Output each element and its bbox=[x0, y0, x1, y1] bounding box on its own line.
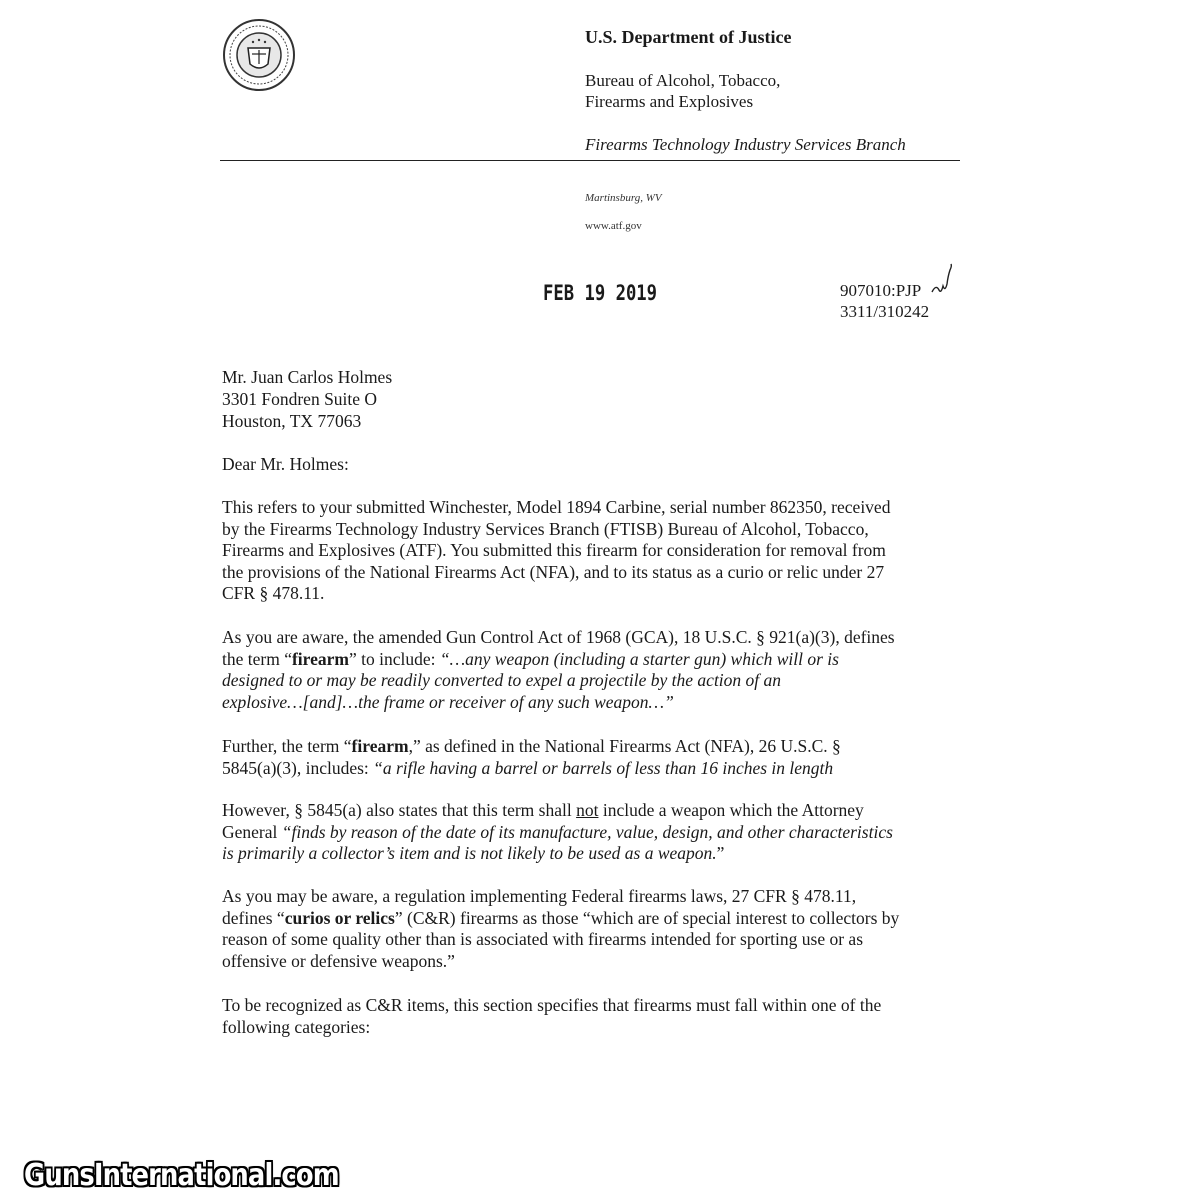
letterhead-divider bbox=[220, 160, 960, 161]
text-run: include a weapon which the Attorney bbox=[598, 800, 864, 820]
recipient-street: 3301 Fondren Suite O bbox=[222, 389, 378, 409]
text-run: 5845(a)(3), includes: bbox=[222, 757, 374, 778]
bureau-line-1: Bureau of Alcohol, Tobacco, bbox=[585, 71, 781, 90]
paragraph-1 bbox=[222, 497, 982, 605]
reference-line-1: 907010:PJP bbox=[840, 281, 922, 300]
text-run: ” (C&R) firearms as those “which are of special interest to collectors by bbox=[394, 907, 900, 928]
text-run: ” to include: bbox=[348, 648, 440, 669]
department-name: U.S. Department of Justice bbox=[585, 27, 792, 47]
text-run: Further, the term “ bbox=[222, 736, 352, 756]
text-line: As you are aware, the amended Gun Control Act of 1968 (GCA), 18 U.S.C. § 921(a)(3), defines bbox=[222, 627, 895, 647]
paragraph-2 bbox=[222, 627, 982, 713]
text-run: General bbox=[222, 821, 282, 842]
text-line: As you may be aware, a regulation implementing Federal firearms laws, 27 CFR § 478.11, bbox=[222, 886, 857, 906]
recipient-city: Houston, TX 77063 bbox=[222, 411, 362, 431]
text-line: reason of some quality other than is associated with firearms intended for sporting use or as bbox=[222, 929, 864, 950]
office-location: Martinsburg, WV bbox=[585, 192, 662, 204]
underlined-not: not bbox=[576, 800, 599, 820]
text-line bbox=[222, 843, 982, 865]
text-run: However, § 5845(a) also states that this term shall bbox=[222, 800, 577, 820]
text-run: ” bbox=[716, 843, 725, 864]
quote-text: “a rifle having a barrel or barrels of less than 16 inches in length bbox=[373, 757, 834, 778]
text-line bbox=[222, 649, 982, 671]
text-line: CFR § 478.11. bbox=[222, 583, 325, 604]
salutation: Dear Mr. Holmes: bbox=[222, 454, 349, 474]
text-line: This refers to your submitted Winchester, Model 1894 Carbine, serial number 862350, received bbox=[222, 497, 891, 517]
bureau-line-2: Firearms and Explosives bbox=[585, 92, 754, 111]
recipient-address bbox=[222, 366, 392, 432]
quote-line: explosive…[and]…the frame or receiver of any such weapon…” bbox=[222, 691, 674, 712]
doj-seal-icon bbox=[222, 18, 296, 92]
site-watermark: GunsInternational.com bbox=[24, 1158, 339, 1193]
paragraph-6 bbox=[222, 995, 982, 1038]
text-line: offensive or defensive weapons.” bbox=[222, 950, 455, 971]
text-line: the provisions of the National Firearms Act (NFA), and to its status as a curio or relic under 27 bbox=[222, 561, 885, 582]
website: www.atf.gov bbox=[585, 220, 642, 232]
quote-text: “…any weapon (including a starter gun) which will or is bbox=[439, 648, 839, 669]
text-run: ,” as defined in the National Firearms Act (NFA), 26 U.S.C. § bbox=[408, 736, 841, 756]
text-line bbox=[222, 908, 982, 930]
text-line: To be recognized as C&R items, this section specifies that firearms must fall within one of the bbox=[222, 995, 882, 1015]
bureau-name bbox=[585, 70, 780, 112]
term-curios-or-relics: curios or relics bbox=[284, 907, 395, 928]
term-firearm: firearm bbox=[351, 736, 409, 756]
text-line: by the Firearms Technology Industry Services Branch (FTISB) Bureau of Alcohol, Tobacco, bbox=[222, 518, 869, 539]
text-run: defines “ bbox=[222, 907, 285, 928]
quote-text: is primarily a collector’s item and is not likely to be used as a weapon. bbox=[222, 843, 717, 864]
term-firearm: firearm bbox=[291, 648, 349, 669]
paragraph-3 bbox=[222, 736, 982, 779]
quote-line: designed to or may be readily converted to expel a projectile by the action of an bbox=[222, 670, 782, 691]
handwritten-initials-icon bbox=[930, 262, 956, 298]
text-line bbox=[222, 758, 982, 780]
text-line bbox=[222, 800, 982, 822]
paragraph-5 bbox=[222, 886, 982, 972]
date-stamp: FEB 19 2019 bbox=[543, 281, 658, 305]
branch-name: Firearms Technology Industry Services Branch bbox=[585, 135, 906, 154]
recipient-name: Mr. Juan Carlos Holmes bbox=[222, 367, 393, 387]
text-line bbox=[222, 736, 982, 758]
text-line: following categories: bbox=[222, 1016, 371, 1037]
text-line: Firearms and Explosives (ATF). You submitted this firearm for consideration for removal from bbox=[222, 540, 886, 561]
quote-text: “finds by reason of the date of its manufacture, value, design, and other characteristics bbox=[281, 821, 893, 842]
text-line bbox=[222, 822, 982, 844]
reference-line-2: 3311/310242 bbox=[840, 302, 930, 321]
paragraph-4 bbox=[222, 800, 982, 865]
text-run: the term “ bbox=[222, 648, 292, 669]
